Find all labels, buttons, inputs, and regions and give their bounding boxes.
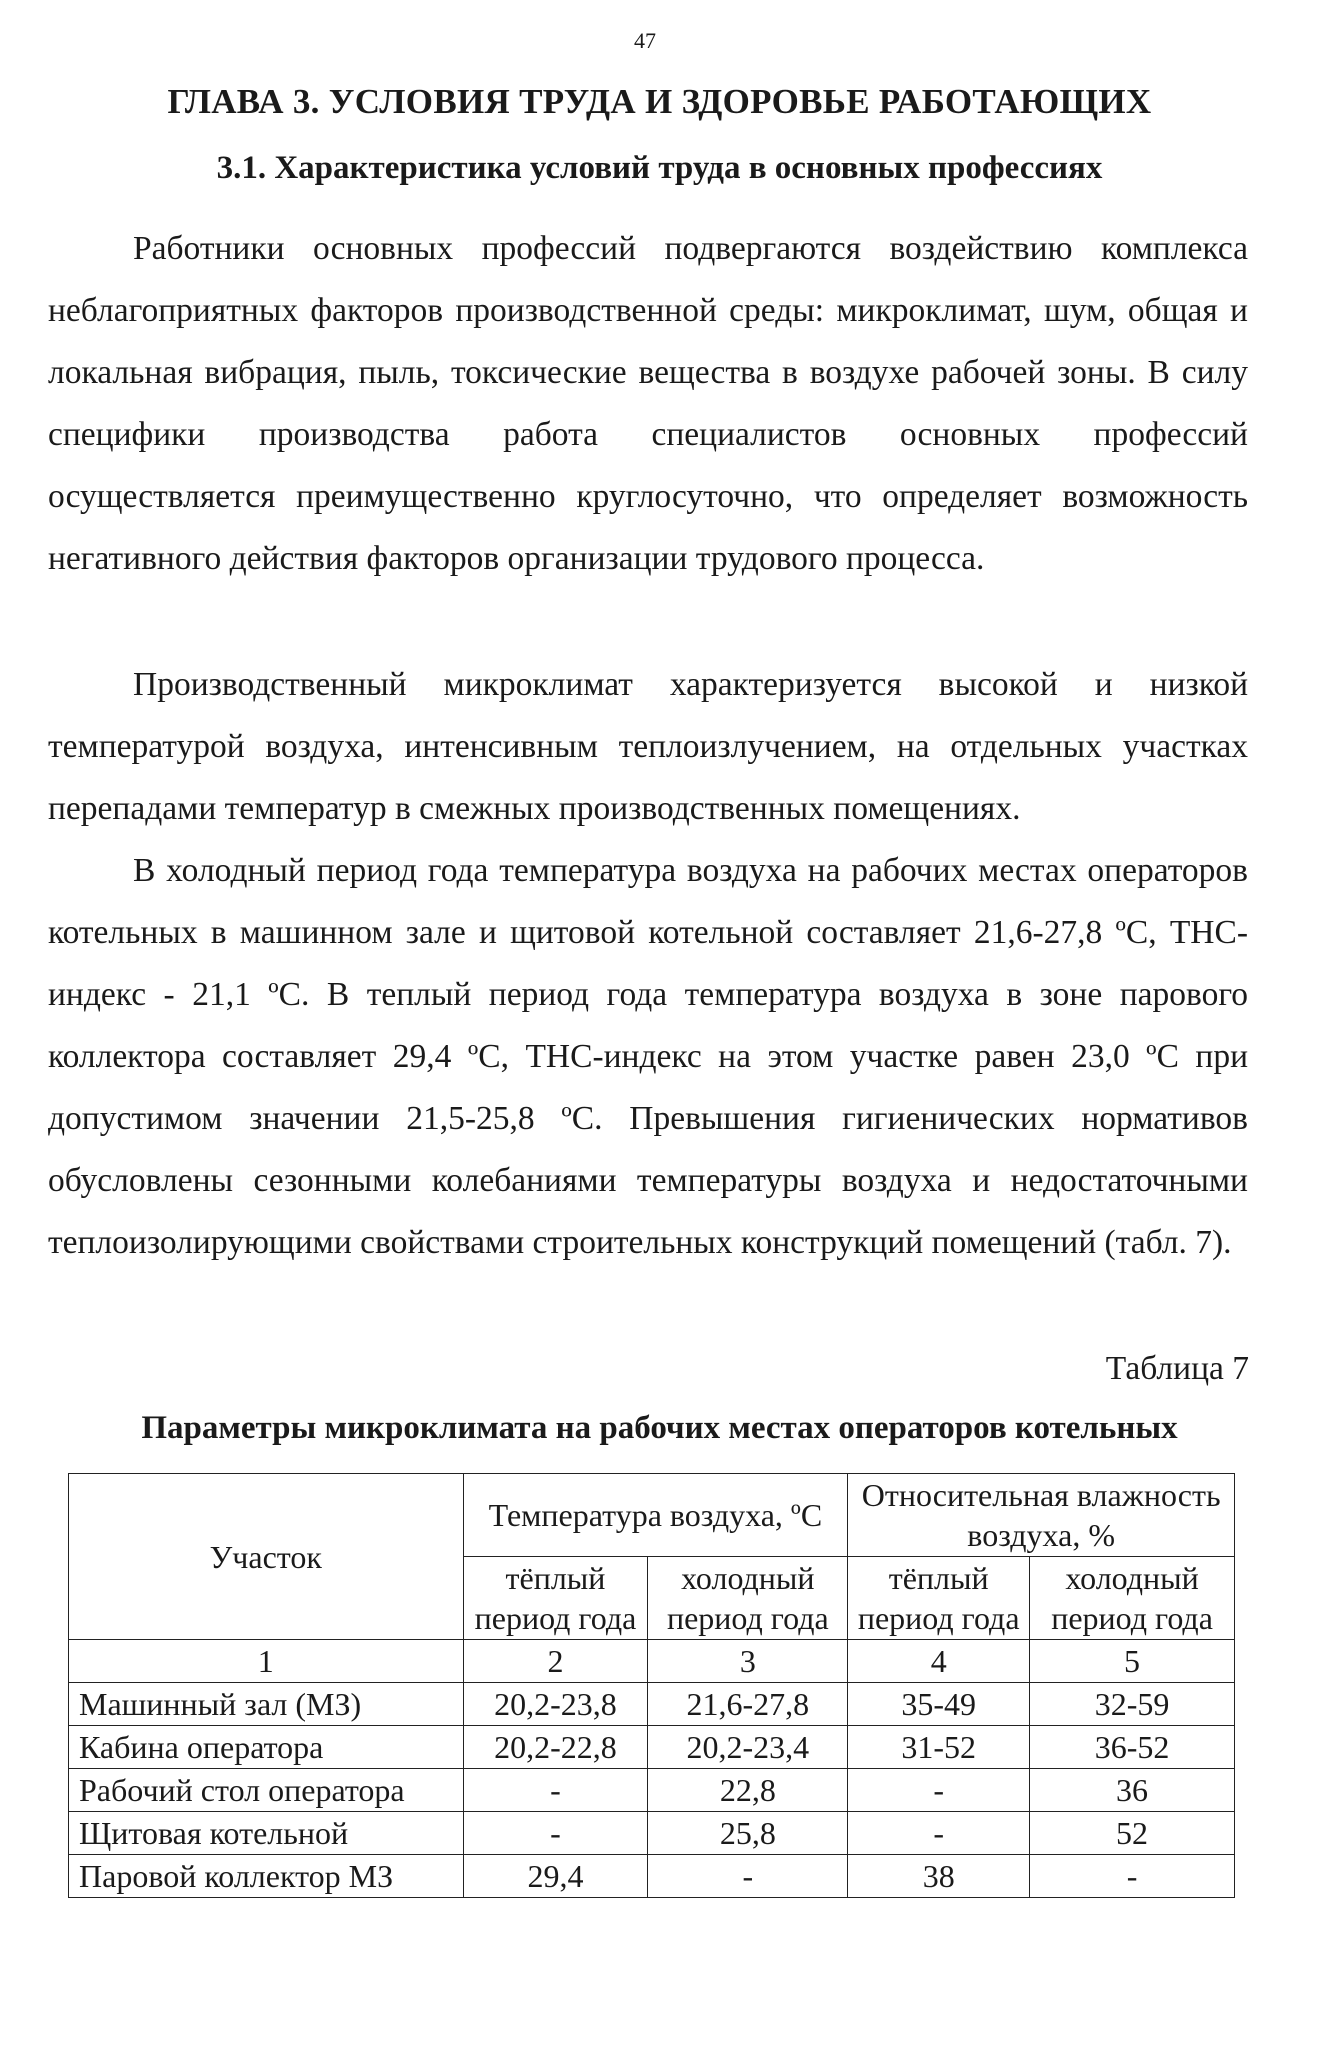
column-number: 3 [648, 1640, 848, 1683]
cell-value: - [648, 1855, 848, 1898]
cell-value: 20,2-23,8 [463, 1683, 648, 1726]
cell-value: 36-52 [1030, 1726, 1235, 1769]
table-title: Параметры микроклимата на рабочих местах операторов котельных [141, 1410, 1178, 1446]
paragraph-1: Работники основных профессий подвергаются воздействию комплекса неблагоприятных факторов производственной среды: микроклимат, шум, общая и локальная вибрация, пыль, токсические вещества в воздухе рабочей зоны. В силу специфики производства работа специалистов основных профессий осуществляется преимущественно круглосуточно, что определяет возможность негативного действия факторов организации трудового процесса. [48, 230, 1248, 577]
table-row [69, 1726, 1235, 1769]
cell-value: - [848, 1769, 1030, 1812]
cell-value: 25,8 [648, 1812, 848, 1855]
cell-value: - [463, 1769, 648, 1812]
column-number: 4 [848, 1640, 1030, 1683]
header-temperature: Температура воздуха, ºС [463, 1474, 848, 1557]
cell-value: 29,4 [463, 1855, 648, 1898]
cell-value: - [463, 1812, 648, 1855]
table-row [69, 1683, 1235, 1726]
cell-value: 31-52 [848, 1726, 1030, 1769]
cell-area: Кабина оператора [69, 1726, 464, 1769]
cell-value: 38 [848, 1855, 1030, 1898]
cell-area: Рабочий стол оператора [69, 1769, 464, 1812]
cell-value: 22,8 [648, 1769, 848, 1812]
header-cold-temp: холодный период года [648, 1557, 848, 1640]
cell-value: - [1030, 1855, 1235, 1898]
column-number: 5 [1030, 1640, 1235, 1683]
cell-value: 36 [1030, 1769, 1235, 1812]
cell-value: 32-59 [1030, 1683, 1235, 1726]
cell-value: 20,2-23,4 [648, 1726, 848, 1769]
table-row [69, 1769, 1235, 1812]
paragraph-3: В холодный период года температура воздуха на рабочих местах операторов котельных в машинном зале и щитовой котельной составляет 21,6-27,8 ºС, ТНС-индекс - 21,1 ºС. В теплый период года температура воздуха в зоне парового коллектора составляет 29,4 ºС, ТНС-индекс на этом участке равен 23,0 ºС при допустимом значении 21,5-25,8 ºС. Превышения гигиенических нормативов обусловлены сезонными колебаниями температуры воздуха и недостаточными теплоизолирующими свойствами строительных конструкций помещений (табл. 7). [48, 852, 1248, 1261]
header-cold-humidity: холодный период года [1030, 1557, 1235, 1640]
cell-area: Машинный зал (МЗ) [69, 1683, 464, 1726]
section-title: 3.1. Характеристика условий труда в основных профессиях [216, 150, 1103, 186]
cell-value: - [848, 1812, 1030, 1855]
column-number: 2 [463, 1640, 648, 1683]
cell-area: Щитовая котельной [69, 1812, 464, 1855]
chapter-title: ГЛАВА 3. УСЛОВИЯ ТРУДА И ЗДОРОВЬЕ РАБОТАЮЩИХ [167, 82, 1152, 121]
table-row [69, 1855, 1235, 1898]
cell-area: Паровой коллектор МЗ [69, 1855, 464, 1898]
header-area: Участок [69, 1474, 464, 1640]
header-warm-temp: тёплый период года [463, 1557, 648, 1640]
page-number: 47 [634, 28, 656, 53]
header-warm-humidity: тёплый период года [848, 1557, 1030, 1640]
cell-value: 35-49 [848, 1683, 1030, 1726]
paragraph-2: Производственный микроклимат характеризуется высокой и низкой температурой воздуха, интенсивным теплоизлучением, на отдельных участках перепадами температур в смежных производственных помещениях. [48, 666, 1248, 827]
column-number: 1 [69, 1640, 464, 1683]
microclimate-table [68, 1473, 1235, 1898]
cell-value: 52 [1030, 1812, 1235, 1855]
cell-value: 20,2-22,8 [463, 1726, 648, 1769]
cell-value: 21,6-27,8 [648, 1683, 848, 1726]
table-header-row [69, 1474, 1235, 1557]
header-humidity: Относительная влажность воздуха, % [848, 1474, 1235, 1557]
table-row [69, 1812, 1235, 1855]
table-label: Таблица 7 [1105, 1350, 1249, 1387]
table-column-numbers-row [69, 1640, 1235, 1683]
